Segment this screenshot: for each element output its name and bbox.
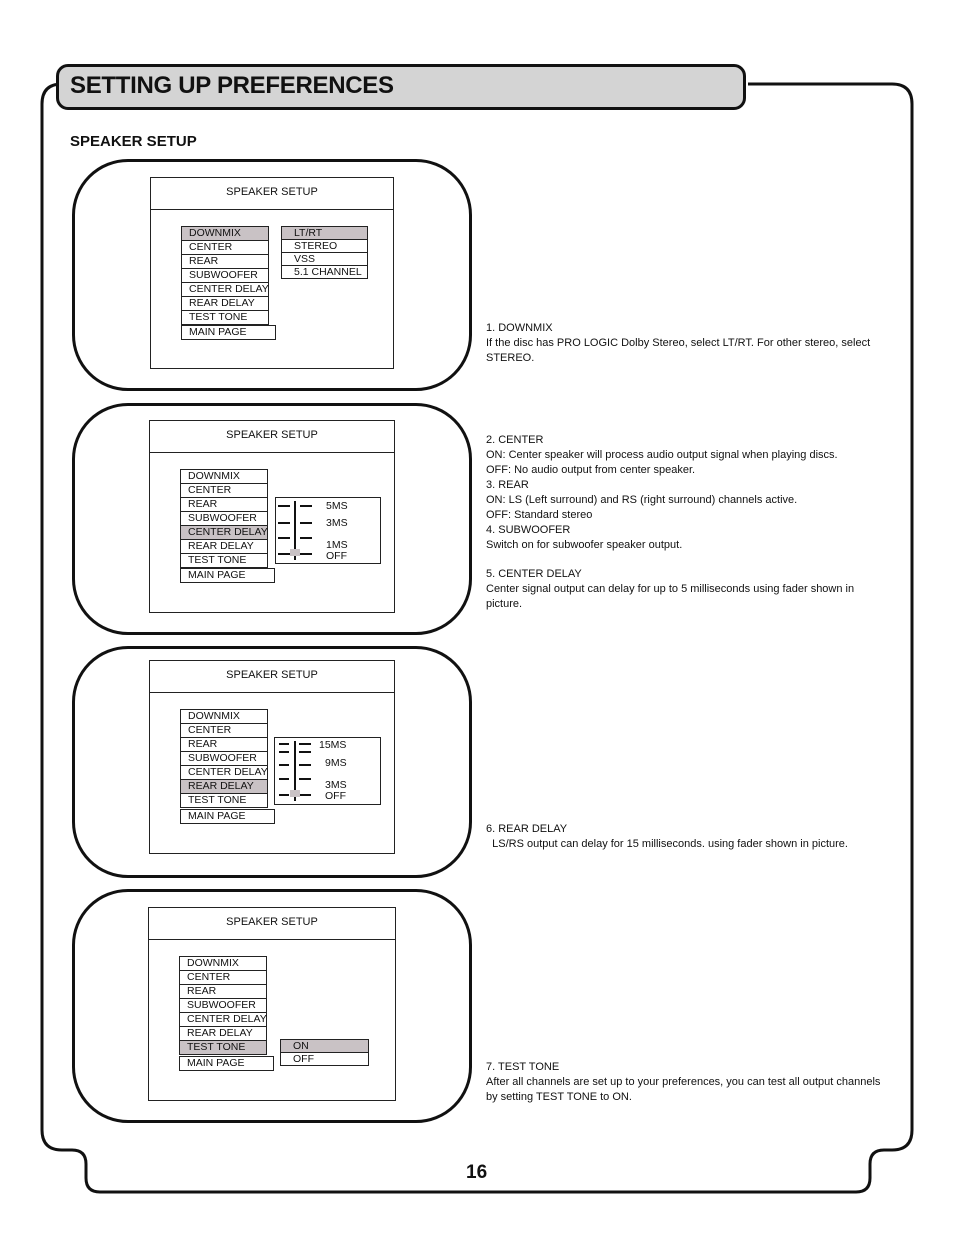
option-off[interactable]: OFF	[293, 1053, 314, 1065]
menu-item-subwoofer[interactable]: SUBWOOFER	[182, 269, 268, 283]
fader-label-low: 3MS	[325, 779, 347, 791]
screen-title: SPEAKER SETUP	[151, 178, 393, 210]
option-stereo[interactable]: STEREO	[282, 240, 367, 253]
screen-title: SPEAKER SETUP	[150, 661, 394, 693]
fader-label-mid: 3MS	[326, 517, 348, 529]
menu-item-rear-delay[interactable]: REAR DELAY	[181, 780, 267, 794]
screen-center-delay	[149, 420, 395, 613]
test-tone-options	[280, 1039, 369, 1066]
desc-text: ON: Center speaker will process audio output signal when playing discs.	[486, 449, 838, 461]
menu-item-test-tone[interactable]: TEST TONE	[180, 1041, 266, 1054]
desc-heading: 3. REAR	[486, 479, 529, 491]
page-number: 16	[466, 1162, 488, 1183]
menu-item-subwoofer[interactable]: SUBWOOFER	[180, 999, 266, 1013]
menu-item-subwoofer[interactable]: SUBWOOFER	[181, 752, 267, 766]
menu-item-center[interactable]: CENTER	[181, 724, 267, 738]
option-vss[interactable]: VSS	[282, 253, 367, 266]
menu-item-subwoofer[interactable]: SUBWOOFER	[181, 512, 267, 526]
main-page-button[interactable]: MAIN PAGE	[180, 568, 275, 583]
desc-rear-delay	[486, 822, 886, 852]
menu-item-downmix[interactable]: DOWNMIX	[182, 227, 268, 241]
menu-item-test-tone[interactable]: TEST TONE	[188, 554, 247, 566]
desc-text: After all channels are set up to your preferences, you can test all output channels by setting TEST TONE to ON.	[486, 1076, 881, 1103]
main-page-button[interactable]: MAIN PAGE	[179, 1056, 274, 1071]
desc-text: Center signal output can delay for up to 5 milliseconds using fader shown in picture.	[486, 583, 855, 610]
desc-heading: 6. REAR DELAY	[486, 823, 568, 835]
option-on[interactable]: ON	[281, 1040, 368, 1053]
speaker-menu	[179, 956, 267, 1055]
screen-title: SPEAKER SETUP	[149, 908, 395, 940]
speaker-menu	[180, 709, 268, 808]
screen-rear-delay	[149, 660, 395, 854]
fader-label-off: OFF	[326, 550, 347, 562]
screen-title: SPEAKER SETUP	[150, 421, 394, 453]
screen-test-tone	[148, 907, 396, 1101]
menu-item-rear-delay[interactable]: REAR DELAY	[180, 1027, 266, 1041]
desc-heading: 4. SUBWOOFER	[486, 524, 571, 536]
fader-label-off: OFF	[325, 790, 346, 802]
downmix-options	[281, 226, 368, 279]
screen-downmix	[150, 177, 394, 369]
menu-item-downmix[interactable]: DOWNMIX	[181, 470, 267, 484]
menu-item-center-delay[interactable]: CENTER DELAY	[181, 766, 267, 780]
menu-item-rear-delay[interactable]: REAR DELAY	[182, 297, 268, 311]
desc-spacer	[486, 553, 886, 567]
menu-item-center-delay[interactable]: CENTER DELAY	[181, 526, 267, 540]
menu-item-center[interactable]: CENTER	[181, 484, 267, 498]
desc-text: If the disc has PRO LOGIC Dolby Stereo, select LT/RT. For other stereo, select STEREO.	[486, 337, 871, 364]
page-title: SETTING UP PREFERENCES	[70, 72, 394, 99]
desc-heading: 7. TEST TONE	[486, 1061, 560, 1073]
rear-delay-fader[interactable]	[274, 737, 381, 805]
fader-label-low: 1MS	[326, 539, 348, 551]
menu-item-downmix[interactable]: DOWNMIX	[180, 957, 266, 971]
speaker-menu	[181, 226, 269, 325]
menu-item-center[interactable]: CENTER	[180, 971, 266, 985]
fader-label-mid: 9MS	[325, 757, 347, 769]
menu-item-rear[interactable]: REAR	[181, 498, 267, 512]
menu-item-center[interactable]: CENTER	[182, 241, 268, 255]
speaker-menu	[180, 469, 268, 568]
main-page-button[interactable]: MAIN PAGE	[181, 325, 276, 340]
menu-item-rear[interactable]: REAR	[182, 255, 268, 269]
menu-item-test-tone[interactable]: TEST TONE	[188, 794, 247, 806]
desc-text: LS/RS output can delay for 15 milliseconds. using fader shown in picture.	[486, 838, 848, 850]
menu-item-center-delay[interactable]: CENTER DELAY	[180, 1013, 266, 1027]
menu-item-rear-delay[interactable]: REAR DELAY	[181, 540, 267, 554]
desc-text: ON: LS (Left surround) and RS (right surround) channels active.	[486, 494, 798, 506]
desc-text: Switch on for subwoofer speaker output.	[486, 539, 683, 551]
fader-label-top: 5MS	[326, 500, 348, 512]
option-lt-rt[interactable]: LT/RT	[282, 227, 367, 240]
desc-center-block	[486, 433, 886, 612]
menu-item-test-tone[interactable]: TEST TONE	[189, 311, 248, 323]
desc-text: OFF: Standard stereo	[486, 509, 593, 521]
menu-item-downmix[interactable]: DOWNMIX	[181, 710, 267, 724]
menu-item-center-delay[interactable]: CENTER DELAY	[182, 283, 268, 297]
desc-downmix	[486, 321, 886, 366]
desc-test-tone	[486, 1060, 886, 1105]
desc-heading: 1. DOWNMIX	[486, 322, 553, 334]
fader-label-top: 15MS	[319, 739, 347, 751]
desc-text: OFF: No audio output from center speaker.	[486, 464, 696, 476]
desc-heading: 2. CENTER	[486, 434, 544, 446]
menu-item-rear[interactable]: REAR	[181, 738, 267, 752]
main-page-button[interactable]: MAIN PAGE	[180, 809, 275, 824]
option-5-1-channel[interactable]: 5.1 CHANNEL	[294, 266, 362, 278]
desc-heading: 5. CENTER DELAY	[486, 568, 582, 580]
center-delay-fader[interactable]	[275, 497, 381, 564]
menu-item-rear[interactable]: REAR	[180, 985, 266, 999]
section-title: SPEAKER SETUP	[70, 133, 197, 150]
